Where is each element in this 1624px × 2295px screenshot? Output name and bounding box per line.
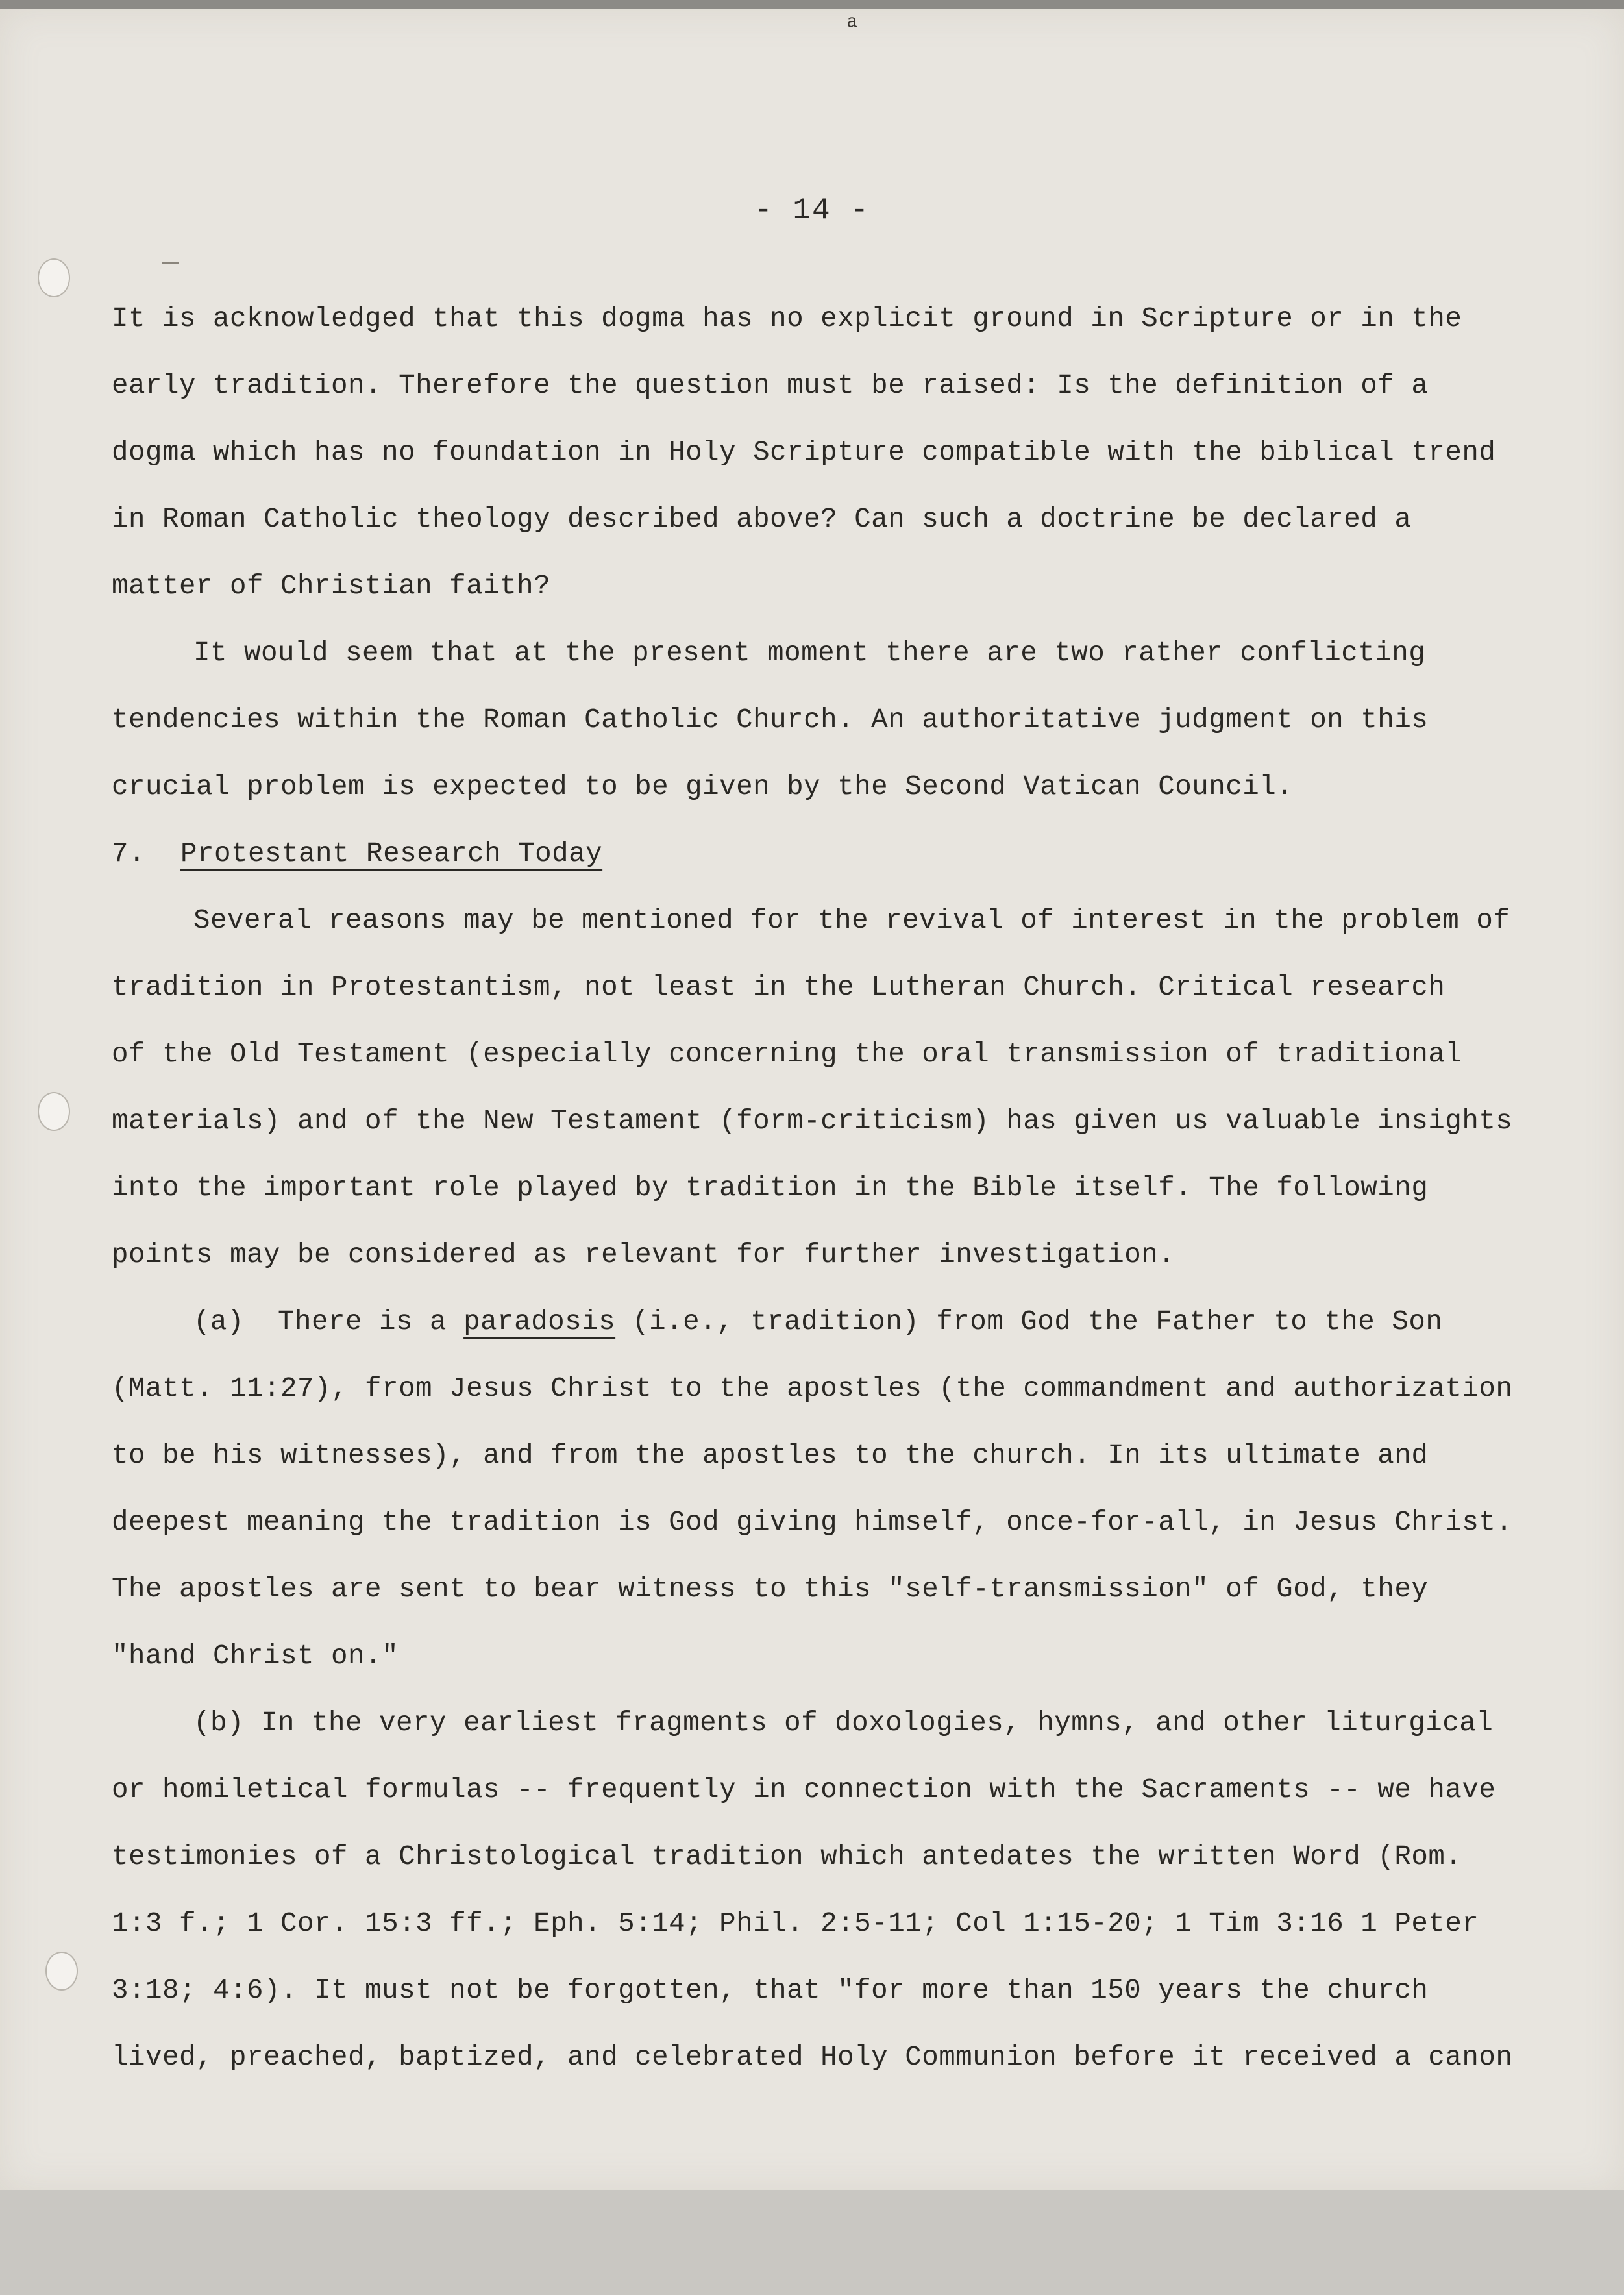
text-line: materials) and of the New Testament (form-criticism) has given us valuable insights — [112, 1106, 1513, 1137]
punch-hole-middle — [38, 1092, 70, 1131]
document-body — [112, 286, 1513, 2091]
punch-hole-top — [38, 258, 70, 297]
text-line: matter of Christian faith? — [112, 571, 551, 602]
page-number: - 14 - — [754, 193, 870, 227]
text-line: of the Old Testament (especially concerning the oral transmission of traditional — [112, 1039, 1462, 1070]
section-heading-line — [112, 821, 1488, 887]
text-fragment: (a) There is a — [193, 1306, 464, 1337]
section-title: Protestant Research Today — [180, 838, 603, 869]
paragraph-dogma — [112, 286, 1496, 620]
text-line: (Matt. 11:27), from Jesus Christ to the apostles (the commandment and authorization — [112, 1373, 1513, 1404]
text-line: tradition in Protestantism, not least in the Lutheran Church. Critical research — [112, 972, 1446, 1003]
text-line: testimonies of a Christological tradition which antedates the written Word (Rom. — [112, 1841, 1462, 1872]
text-line: or homiletical formulas -- frequently in connection with the Sacraments -- we have — [112, 1774, 1496, 1805]
text-line: It is acknowledged that this dogma has no explicit ground in Scripture or in the — [112, 303, 1462, 334]
stray-mark — [162, 262, 179, 264]
scanner-top-edge — [0, 0, 1624, 9]
scanner-bottom-strip — [0, 2190, 1624, 2295]
text-line: tendencies within the Roman Catholic Church. An authoritative judgment on this — [112, 704, 1429, 736]
section-number: 7. — [112, 838, 146, 869]
corner-pen-mark: ᵃ — [847, 10, 857, 39]
text-line: 1:3 f.; 1 Cor. 15:3 ff.; Eph. 5:14; Phil. 2:5-11; Col 1:15-20; 1 Tim 3:16 1 Peter — [112, 1908, 1479, 1939]
text-line: The apostles are sent to bear witness to this "self-transmission" of God, they — [112, 1574, 1429, 1605]
text-line: in Roman Catholic theology described above? Can such a doctrine be declared a — [112, 504, 1412, 535]
text-line: deepest meaning the tradition is God giving himself, once-for-all, in Jesus Christ. — [112, 1507, 1513, 1538]
text-fragment: (i.e., tradition) from God the Father to the Son — [615, 1306, 1443, 1337]
text-line: to be his witnesses), and from the apostles to the church. In its ultimate and — [112, 1440, 1429, 1471]
text-line: dogma which has no foundation in Holy Scripture compatible with the biblical trend — [112, 437, 1496, 468]
paragraph-reasons — [112, 887, 1513, 1289]
text-line: 3:18; 4:6). It must not be forgotten, that "for more than 150 years the church — [112, 1975, 1429, 2006]
text-line: points may be considered as relevant for further investigation. — [112, 1239, 1175, 1271]
text-line — [112, 1289, 1488, 1356]
text-line: lived, preached, baptized, and celebrated Holy Communion before it received a canon — [112, 2042, 1513, 2073]
paradosis-term: paradosis — [463, 1306, 616, 1337]
section-heading — [112, 821, 1488, 887]
text-line: into the important role played by tradition in the Bible itself. The following — [112, 1172, 1429, 1204]
paragraph-tendencies — [112, 620, 1488, 821]
punch-hole-bottom — [45, 1952, 78, 1991]
text-line: crucial problem is expected to be given by the Second Vatican Council. — [112, 771, 1294, 802]
text-line: Several reasons may be mentioned for the revival of interest in the problem of — [193, 905, 1510, 936]
paragraph-a-paradosis — [112, 1289, 1513, 1690]
text-line: It would seem that at the present moment there are two rather conflicting — [193, 638, 1426, 669]
text-line: early tradition. Therefore the question must be raised: Is the definition of a — [112, 370, 1429, 401]
text-line: (b) In the very earliest fragments of doxologies, hymns, and other liturgical — [193, 1707, 1494, 1739]
paragraph-b-christological — [112, 1690, 1513, 2091]
text-line: "hand Christ on." — [112, 1641, 399, 1672]
